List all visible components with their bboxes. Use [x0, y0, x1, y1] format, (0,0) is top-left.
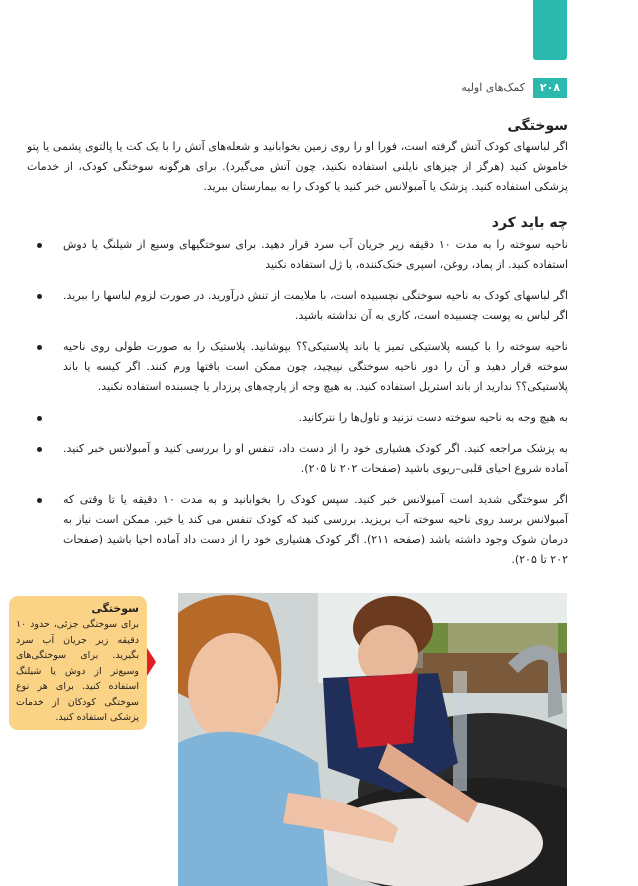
list-item: [27, 408, 568, 428]
callout-box: [9, 596, 147, 730]
list-item-text: به پزشک مراجعه کنید. اگر کودک هشیاری خود را از دست داد، تنفس او را بررسی کنید و آمبولانس خبر کنید. آماده شروع احیای قلبی–ریوی باشید (صفحات ۲۰۲ تا ۲۰۵).: [63, 442, 568, 475]
photo-illustration: [178, 593, 567, 886]
list-item: [27, 337, 568, 397]
what-to-do-heading: چه باید کرد: [491, 215, 568, 231]
bullet-icon: [37, 243, 42, 248]
page-edge-tab: [533, 0, 567, 60]
list-item: [27, 439, 568, 479]
list-item: [27, 286, 568, 326]
bullet-icon: [37, 294, 42, 299]
list-item: [27, 490, 568, 570]
photo-child-burn-rinse: [178, 593, 567, 886]
list-item-text: ناحیه سوخته را به مدت ۱۰ دقیقه زیر جریان آب سرد قرار دهید. برای سوختگیهای وسیع از شیلنگ یا دوش استفاده کنید. از پماد، روغن، اسپری خنک‌کننده، یا ژل استفاده نکنید: [63, 238, 568, 271]
list-item-text: به هیچ وجه به ناحیه سوخته دست نزنید و تاول‌ها را نترکانید.: [298, 411, 568, 424]
callout-arrow-icon: [147, 648, 156, 676]
bullet-icon: [37, 498, 42, 503]
list-item-text: اگر سوختگی شدید است آمبولانس خبر کنید. سپس کودک را بخوابانید و به مدت ۱۰ دقیقه یا تا وقتی که آمبولانس برسد روی ناحیه سوخته آب بریزید. بررسی کنید که کودک تنفس می کند یا خیر. ممکن است نیاز به درمان شوک وجود داشته باشد (صفحه ۲۱۱). اگر کودک هشیاری خود را از دست داد آماده احیا باشید (صفحات ۲۰۲ تا ۲۰۵).: [63, 493, 568, 566]
intro-paragraph: اگر لباسهای کودک آتش گرفته است، فورا او را روی زمین بخوابانید و شعله‌های آتش را با یک کت یا پالتوی پشمی یا پتو خاموش کنید (هرگز از چیزهای نایلنی استفاده نکنید، چون آتش می‌گیرد). برای هرگونه سوختگی کودک، از خدمات پزشکی استفاده کنید. پزشک یا آمبولانس خبر کنید یا کودک را به بیمارستان ببرید.: [27, 140, 568, 193]
bullet-icon: [37, 416, 42, 421]
instruction-list: [27, 235, 568, 570]
section-title: سوختگی: [507, 118, 568, 134]
bullet-icon: [37, 447, 42, 452]
list-item-text: ناحیه سوخته را با کیسه پلاستیکی تمیز یا باند پلاستیکی؟؟ بپوشانید. پلاستیک را به صورت طولی روی ناحیه سوخته قرار دهید و آن را دور ناحیه سوختگی نپیچید، چون ممکن است بافتها ورم کنند. اگر کیسه یا باند پلاستیکی؟؟ ندارید از باند استریل استفاده کنید. به هیچ وجه از پارچه‌های پرزدار یا چسبنده استفاده نکنید.: [63, 340, 568, 393]
chapter-title: کمک‌های اولیه: [461, 81, 525, 94]
bullet-icon: [37, 345, 42, 350]
callout-text: برای سوختگی جزئی، حدود ۱۰ دقیقه زیر جریان آب سرد بگیرید. برای سوختگی‌های وسیع‌تر از دوش یا شیلنگ استفاده کنید. برای هر نوع سوختگی کودکان از خدمات پزشکی استفاده کنید.: [16, 619, 139, 723]
list-item: [27, 235, 568, 275]
running-header: [438, 74, 638, 101]
main-content: [27, 118, 568, 581]
page-number: ۲۰۸: [533, 78, 567, 98]
callout-title: سوختگی: [91, 602, 139, 615]
list-item-text: اگر لباسهای کودک به ناحیه سوختگی نچسبیده است، با ملایمت از تنش درآورید. در صورت لزوم لباسها را ببرید. اگر لباس به پوست چسبیده است، کاری به آن نداشته باشید.: [63, 289, 568, 322]
